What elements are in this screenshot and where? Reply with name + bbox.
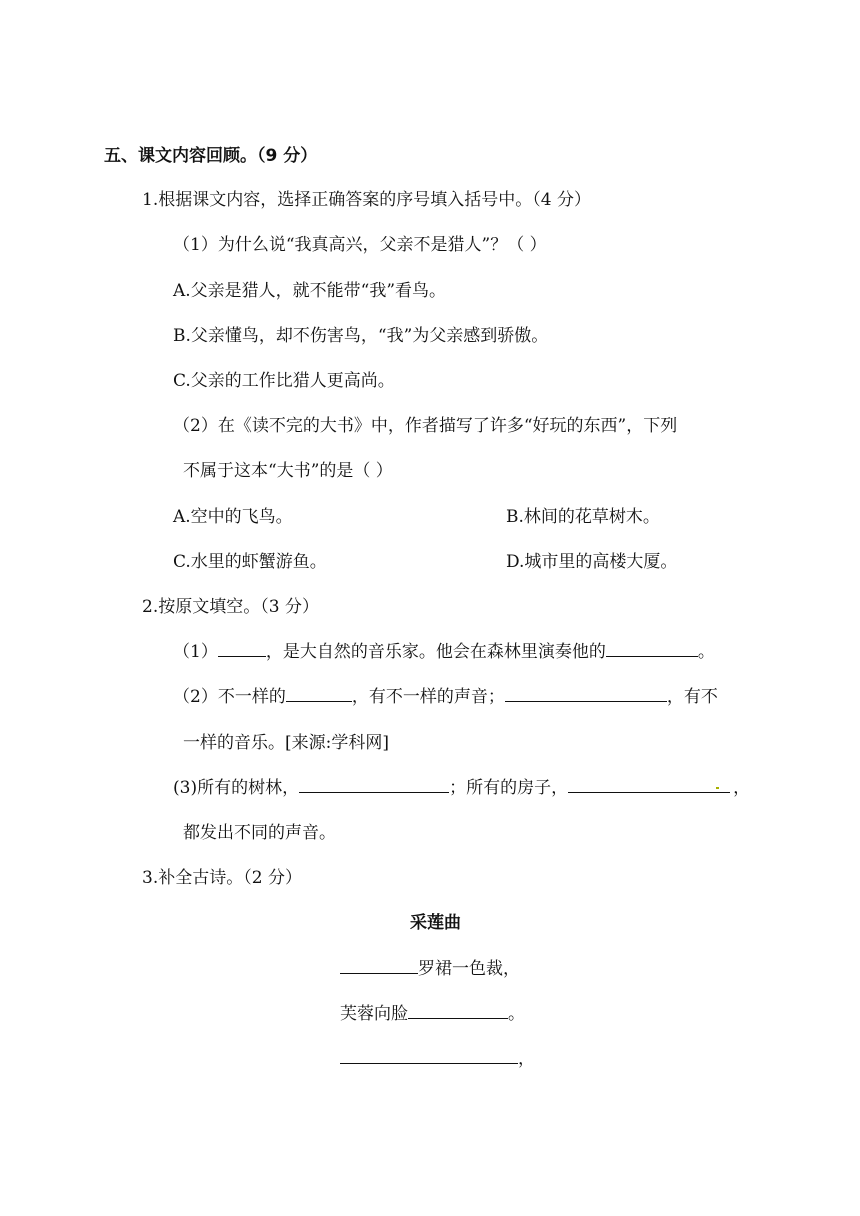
fill-blank[interactable] bbox=[505, 685, 667, 702]
poem-line-3 bbox=[340, 1047, 535, 1071]
fill-item-1-prefix: （1） bbox=[173, 642, 218, 662]
option-1-1-b: B.父亲懂鸟，却不伤害鸟，“我”为父亲感到骄傲。 bbox=[173, 326, 549, 346]
poem-line-2-end: 。 bbox=[508, 1004, 525, 1024]
fill-blank[interactable] bbox=[299, 776, 449, 793]
fill-blank[interactable] bbox=[340, 957, 418, 974]
poem-line-1 bbox=[340, 957, 520, 981]
fill-item-1-middle: ，是大自然的音乐家。他会在森林里演奏他的 bbox=[265, 642, 606, 662]
poem-line-2 bbox=[340, 1002, 525, 1026]
poem-line-3-end: ， bbox=[518, 1049, 535, 1069]
fill-blank[interactable] bbox=[568, 776, 730, 793]
fill-item-2-prefix: （2）不一样的 bbox=[173, 687, 286, 707]
fill-blank[interactable] bbox=[218, 640, 266, 657]
fill-item-3-end: ， bbox=[733, 778, 751, 798]
question-1-2-line1: （2）在《读不完的大书》中，作者描写了许多“好玩的东西”，下列 bbox=[173, 416, 678, 436]
option-1-2-b: B.林间的花草树木。 bbox=[506, 507, 660, 527]
option-1-2-a: A.空中的飞鸟。 bbox=[173, 507, 293, 527]
fill-item-3-middle: ；所有的房子， bbox=[449, 778, 569, 798]
question-1-2-line2: 不属于这本“大书”的是（ ） bbox=[183, 461, 393, 481]
option-1-2-c: C.水里的虾蟹游鱼。 bbox=[173, 552, 327, 572]
question-2-stem: 2.按原文填空。（3 分） bbox=[142, 597, 319, 617]
stray-mark bbox=[716, 787, 719, 789]
question-1-stem: 1.根据课文内容，选择正确答案的序号填入括号中。（4 分） bbox=[142, 190, 591, 210]
option-1-1-c: C.父亲的工作比猎人更高尚。 bbox=[173, 371, 395, 391]
question-1-1: （1）为什么说“我真高兴，父亲不是猎人”？（ ） bbox=[173, 235, 547, 255]
poem-line-1-text: 罗裙一色裁， bbox=[418, 959, 520, 979]
fill-item-1-end: 。 bbox=[697, 642, 715, 662]
fill-blank[interactable] bbox=[408, 1002, 508, 1019]
fill-blank[interactable] bbox=[340, 1047, 518, 1064]
fill-item-2-line2: 一样的音乐。[来源:学科网] bbox=[183, 733, 389, 753]
option-1-1-a: A.父亲是猎人，就不能带“我”看鸟。 bbox=[173, 281, 447, 301]
fill-blank[interactable] bbox=[286, 685, 352, 702]
fill-item-2 bbox=[173, 685, 718, 709]
poem-title: 采莲曲 bbox=[410, 913, 461, 933]
fill-item-1 bbox=[173, 640, 715, 664]
fill-item-3 bbox=[173, 776, 750, 800]
fill-blank[interactable] bbox=[606, 640, 698, 657]
question-3-stem: 3.补全古诗。（2 分） bbox=[142, 868, 302, 888]
poem-line-2-text: 芙蓉向脸 bbox=[340, 1004, 408, 1024]
fill-item-2-middle: ，有不一样的声音； bbox=[351, 687, 505, 707]
fill-item-3-prefix: (3)所有的树林， bbox=[173, 778, 300, 798]
section-heading: 五、课文内容回顾。（9 分） bbox=[104, 146, 318, 166]
option-1-2-d: D.城市里的高楼大厦。 bbox=[506, 552, 678, 572]
fill-item-2-end: ，有不 bbox=[666, 687, 718, 707]
fill-item-3-line2: 都发出不同的声音。 bbox=[183, 823, 336, 843]
